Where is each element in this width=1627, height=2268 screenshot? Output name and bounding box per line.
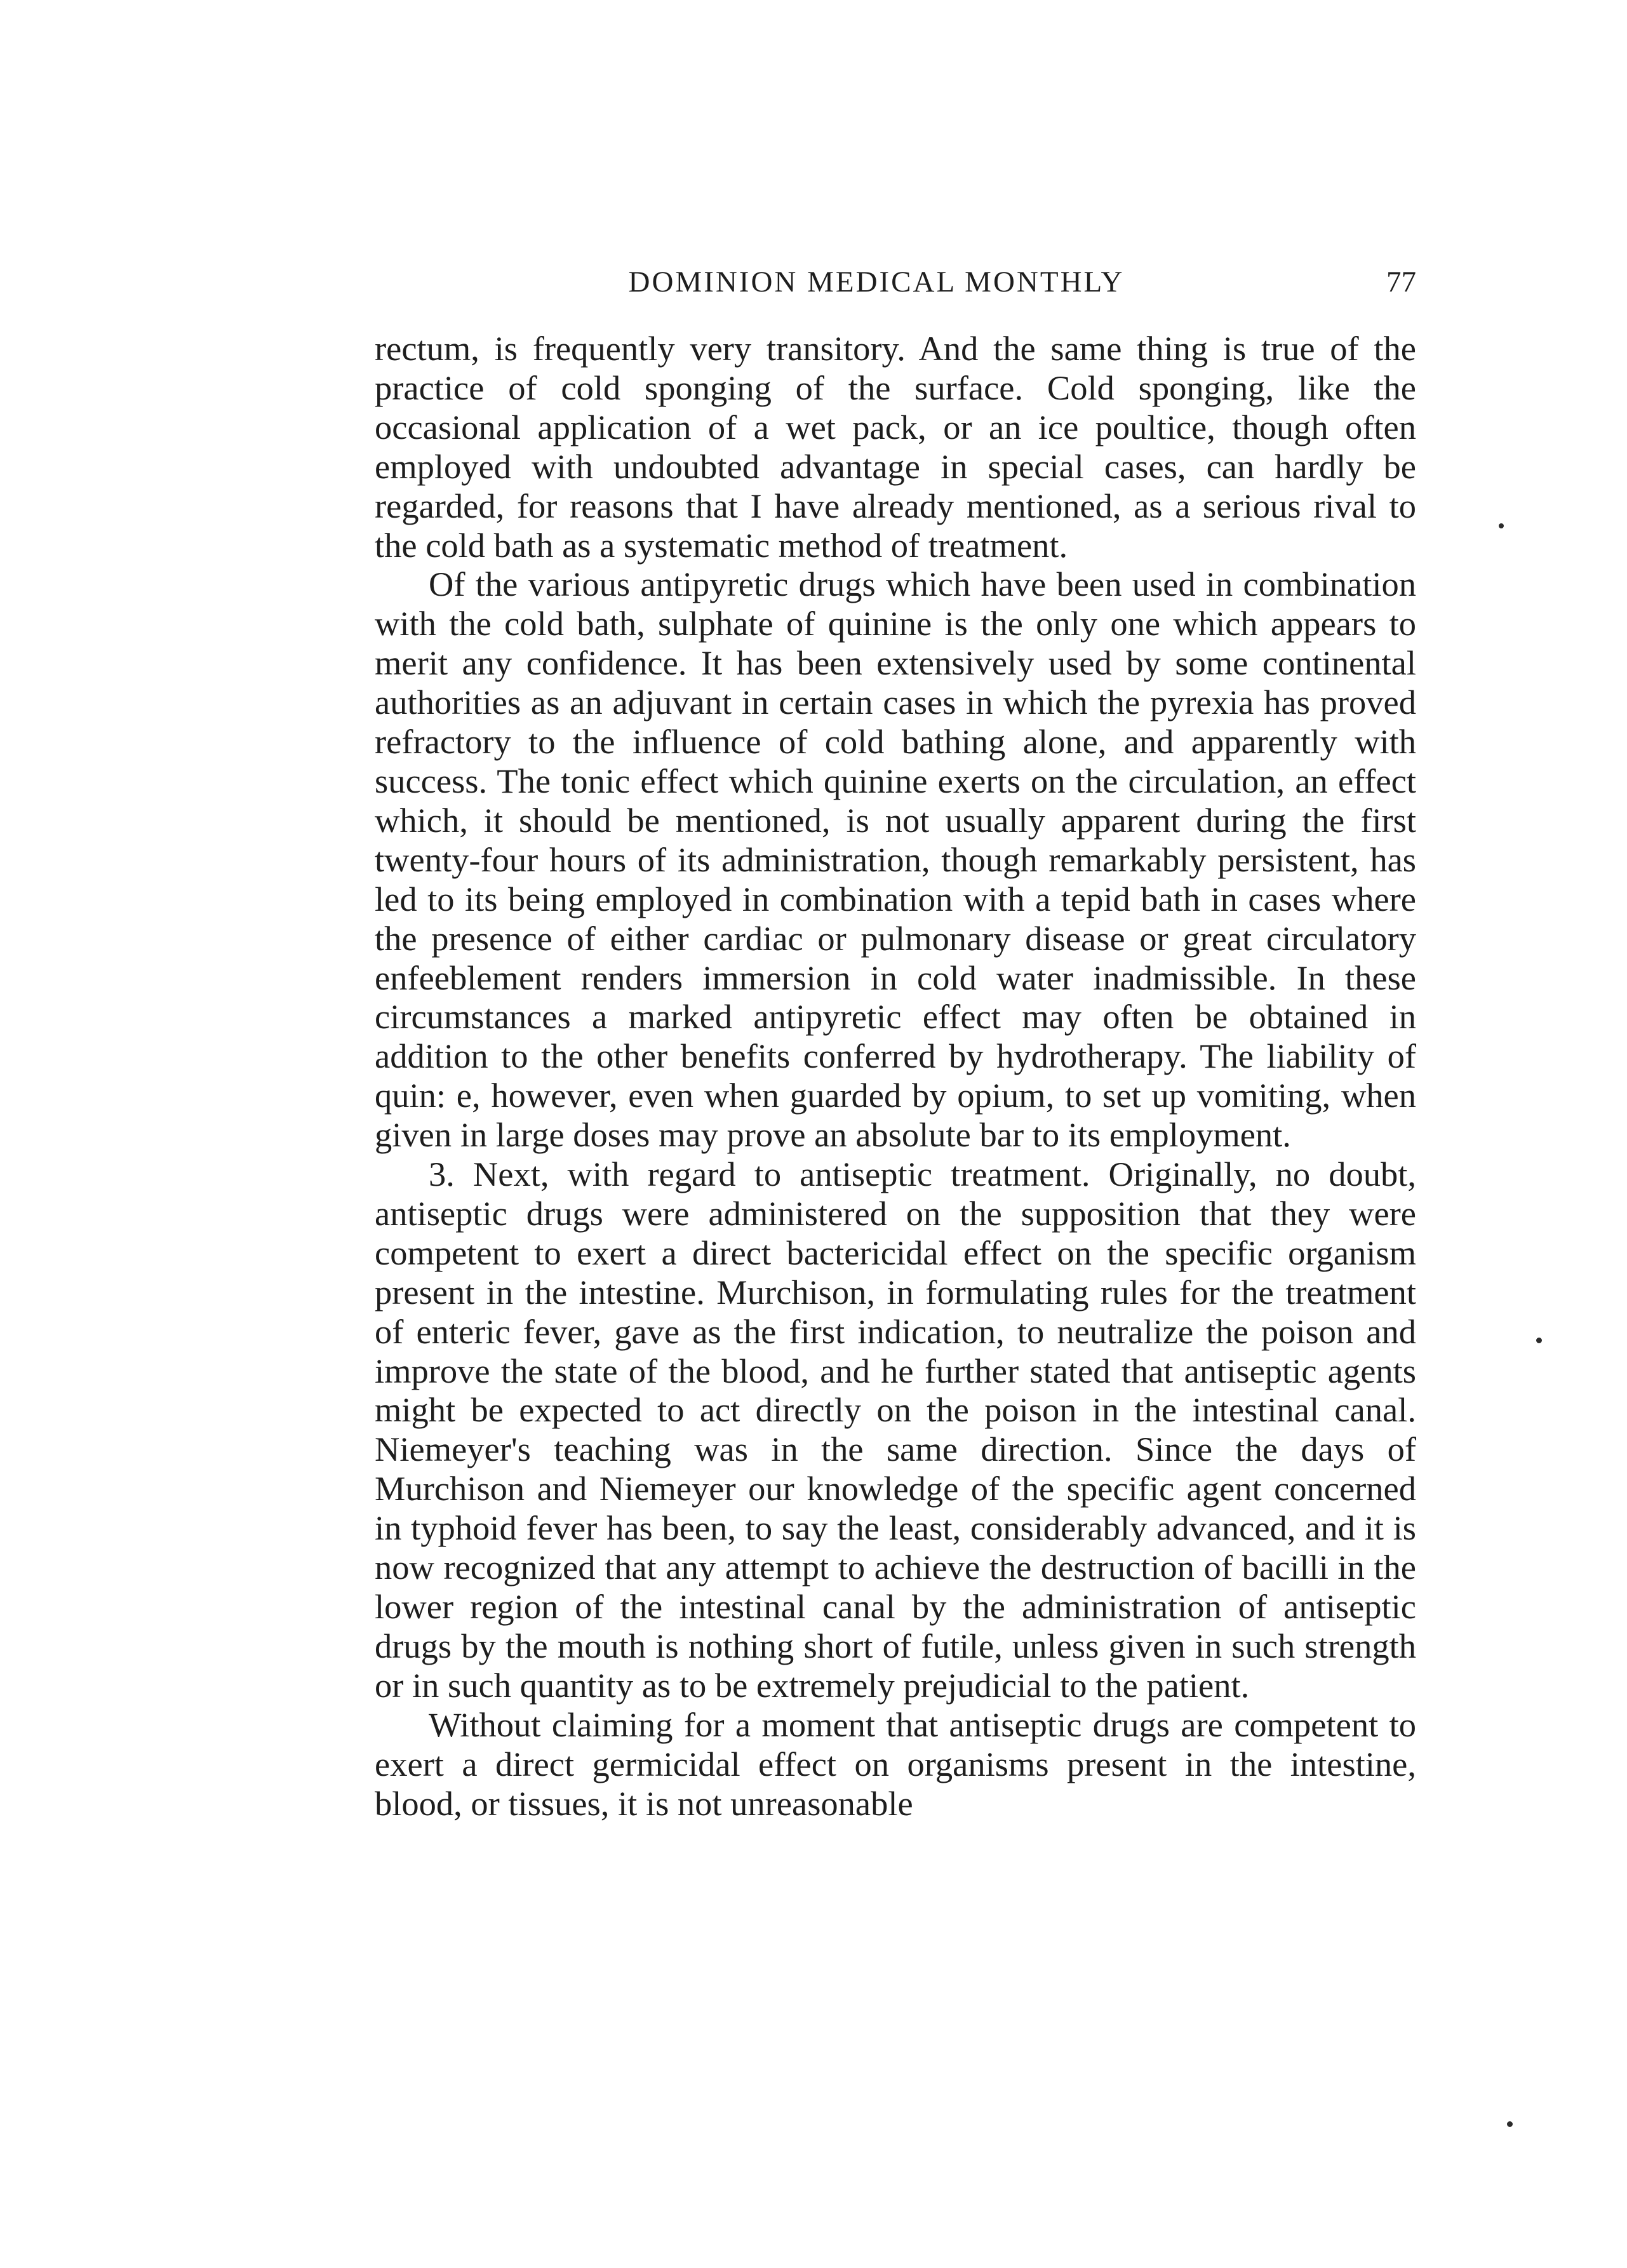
paragraph-antiseptic-treatment: 3. Next, with regard to antiseptic treatment. Originally, no doubt, antiseptic drugs were administered on the supposition that they were competent to exert a direct bactericidal effect on the specific organism present in the intestine. Murchison, in formulating rules for the treatment of enteric fever, gave as the first indication, to neutralize the poison and improve the state of the blood, and he further stated that antiseptic agents might be expected to act directly on the poison in the intestinal canal. Niemeyer's teaching was in the same direction. Since the days of Murchison and Niemeyer our knowledge of the specific agent concerned in typhoid fever has been, to say the least, considerably advanced, and it is now recognized that any attempt to achieve the destruction of bacilli in the lower region of the intestinal canal by the administration of antiseptic drugs by the mouth is nothing short of futile, unless given in such strength or in such quantity as to be extremely prejudicial to the patient. [375, 1155, 1416, 1705]
paragraph-continuation: rectum, is frequently very transitory. And the same thing is true of the practice of cold sponging of the surface. Cold sponging, like the occasional application of a wet pack, or an ice poultice, though often employed with undoubted advantage in special cases, can hardly be regarded, for reasons that I have already mentioned, as a serious rival to the cold bath as a systematic method of treatment. [375, 329, 1416, 565]
running-head [375, 257, 1416, 307]
journal-title: DOMINION MEDICAL MONTHLY [628, 265, 1125, 299]
margin-speck [1499, 523, 1504, 528]
body-text [375, 329, 1416, 1823]
paragraph-without-claiming: Without claiming for a moment that antiseptic drugs are competent to exert a direct germicidal effect on organisms present in the intestine, blood, or tissues, it is not unreasonable [375, 1705, 1416, 1823]
paragraph-antipyretic-drugs: Of the various antipyretic drugs which have been used in combination with the cold bath, sulphate of quinine is the only one which appears to merit any confidence. It has been extensively used by some continental authorities as an adjuvant in certain cases in which the pyrexia has proved refractory to the influence of cold bathing alone, and apparently with success. The tonic effect which quinine exerts on the circulation, an effect which, it should be mentioned, is not usually apparent during the first twenty-four hours of its administration, though remarkably persistent, has led to its being employed in combination with a tepid bath in cases where the presence of either cardiac or pulmonary disease or great circulatory enfeeblement renders immersion in cold water inadmissible. In these circumstances a marked antipyretic effect may often be obtained in addition to the other benefits conferred by hydrotherapy. The liability of quin: e, however, even when guarded by opium, to set up vomiting, when given in large doses may prove an absolute bar to its employment. [375, 565, 1416, 1155]
page-number: 77 [1386, 265, 1416, 299]
margin-speck [1536, 1338, 1542, 1343]
margin-speck [1507, 2121, 1513, 2127]
